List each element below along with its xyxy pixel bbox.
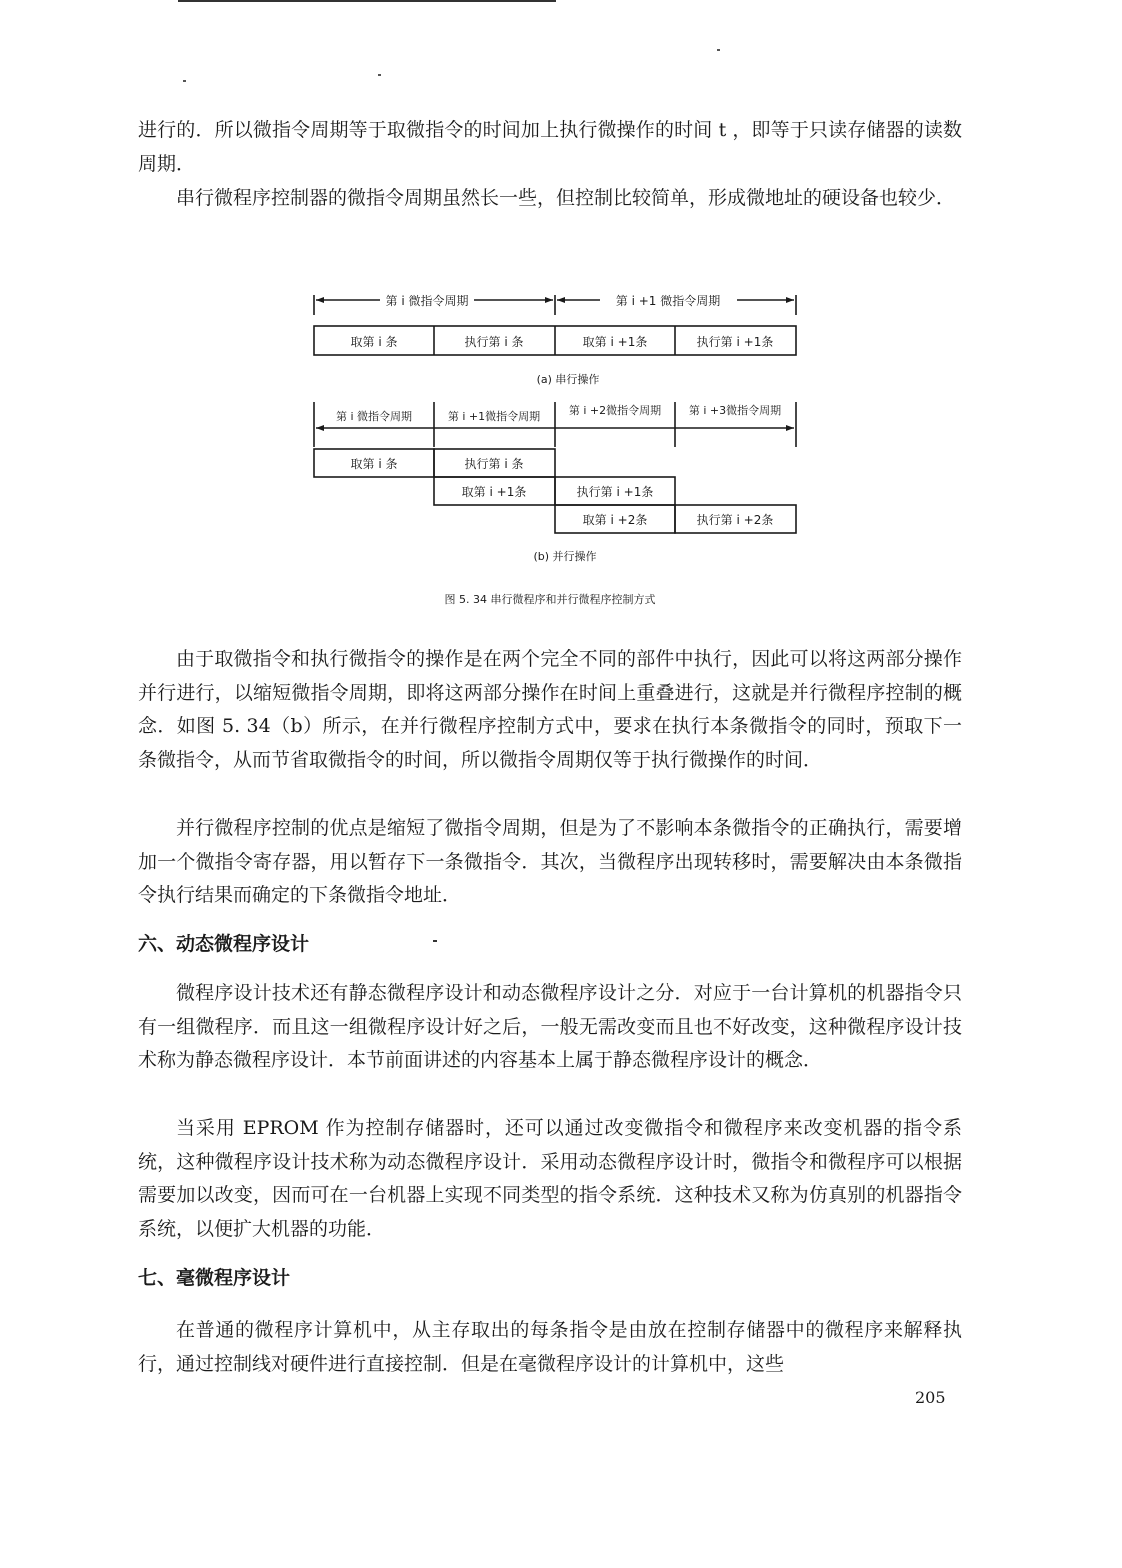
fig-b-fetch-i: 取第 i 条 xyxy=(350,457,398,471)
paragraph-3: 由于取微指令和执行微指令的操作是在两个完全不同的部件中执行，因此可以将这两部分操作并行进行，以缩短微指令周期，即将这两部分操作在时间上重叠进行，这就是并行微程序控制的概念．如图 5. 34（b）所示，在并行微程序控制方式中，要求在执行本条微指令的同时，预取下一条微指令，从而节省取微指令的时间，所以微指令周期仅等于执行微操作的时间． xyxy=(138,648,962,771)
fig-b-cycle-i1-label: 第 i +1微指令周期 xyxy=(447,410,541,423)
figure-5-34 xyxy=(0,285,1122,610)
paragraph-1: 进行的．所以微指令周期等于取微指令的时间加上执行微操作的时间 t ，即等于只读存储器的读数周期． xyxy=(138,119,962,175)
fig-a-exec-i1: 执行第 i +1条 xyxy=(696,335,774,349)
fig-b-cycle-i3-label: 第 i +3微指令周期 xyxy=(688,404,782,417)
fig-b-exec-i1: 执行第 i +1条 xyxy=(576,485,654,499)
fig-b-exec-i: 执行第 i 条 xyxy=(464,457,524,471)
scan-speck xyxy=(378,74,381,76)
fig-b-fetch-i2: 取第 i +2条 xyxy=(582,513,648,527)
fig-a-caption: (a) 串行操作 xyxy=(536,373,600,386)
paragraph-6: 当采用 EPROM 作为控制存储器时，还可以通过改变微指令和微程序来改变机器的指令系统，这种微程序设计技术称为动态微程序设计．采用动态微程序设计时，微指令和微程序可以根据需要加以改变，因而可在一台机器上实现不同类型的指令系统．这种技术又称为仿真别的机器指令系统，以便扩大机器的功能． xyxy=(138,1117,962,1240)
section-heading-7: 七、毫微程序设计 xyxy=(138,1267,291,1289)
paragraph-4: 并行微程序控制的优点是缩短了微指令周期，但是为了不影响本条微指令的正确执行，需要增加一个微指令寄存器，用以暂存下一条微指令．其次，当微程序出现转移时，需要解决由本条微指令执行结果而确定的下条微指令地址． xyxy=(138,817,962,906)
fig-a-cycle-i-label: 第 i 微指令周期 xyxy=(385,294,469,308)
fig-b-cycle-i-label: 第 i 微指令周期 xyxy=(335,410,413,423)
paragraph-2: 串行微程序控制器的微指令周期虽然长一些，但控制比较简单，形成微地址的硬设备也较少． xyxy=(176,187,956,209)
scan-speck xyxy=(717,49,720,51)
fig-a-fetch-i1: 取第 i +1条 xyxy=(582,335,648,349)
scan-speck xyxy=(433,940,437,942)
fig-a-fetch-i: 取第 i 条 xyxy=(350,335,398,349)
paragraph-7: 在普通的微程序计算机中，从主存取出的每条指令是由放在控制存储器中的微程序来解释执行，通过控制线对硬件进行直接控制．但是在毫微程序设计的计算机中，这些 xyxy=(138,1319,962,1375)
page-number: 205 xyxy=(915,1388,946,1407)
section-heading-6: 六、动态微程序设计 xyxy=(138,933,310,955)
fig-b-cycle-i2-label: 第 i +2微指令周期 xyxy=(568,404,662,417)
fig-b-exec-i2: 执行第 i +2条 xyxy=(696,513,774,527)
fig-a-cycle-i1-label: 第 i +1 微指令周期 xyxy=(615,294,721,308)
fig-b-caption: (b) 并行操作 xyxy=(533,550,597,563)
scan-speck xyxy=(183,80,186,82)
figure-caption: 图 5. 34 串行微程序和并行微程序控制方式 xyxy=(444,593,656,606)
top-rule xyxy=(178,0,556,2)
fig-a-exec-i: 执行第 i 条 xyxy=(464,335,524,349)
paragraph-5: 微程序设计技术还有静态微程序设计和动态微程序设计之分．对应于一台计算机的机器指令只有一组微程序．而且这一组微程序设计好之后，一般无需改变而且也不好改变，这种微程序设计技术称为静态微程序设计．本节前面讲述的内容基本上属于静态微程序设计的概念． xyxy=(138,982,962,1071)
fig-b-fetch-i1: 取第 i +1条 xyxy=(461,485,527,499)
